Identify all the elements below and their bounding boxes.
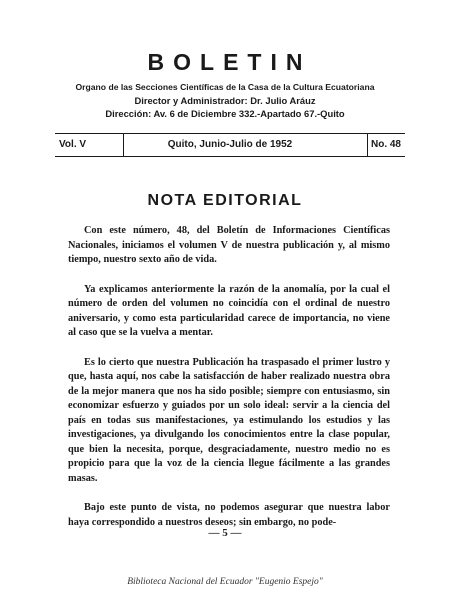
address-line: Dirección: Av. 6 de Diciembre 332.-Apartado 67.-Quito bbox=[105, 108, 345, 119]
issue-date: Quito, Junio-Julio de 1952 bbox=[167, 139, 293, 150]
issue-info-bar bbox=[55, 133, 405, 157]
paragraph: Bajo este punto de vista, no podemos asegurar que nuestra labor haya correspondido a nuestros deseos; sin embargo, no pode- bbox=[68, 502, 390, 528]
library-footer: Biblioteca Nacional del Ecuador "Eugenio Espejo" bbox=[127, 577, 323, 587]
issue-number: No. 48 bbox=[370, 139, 401, 150]
article-body bbox=[68, 224, 390, 545]
paragraph: Ya explicamos anteriormente la razón de la anomalía, por la cual el número de orden del volumen no coincidía con el ordinal de nuestro aniversario, y como esta particularidad carece de importancia, no viene al caso que se la vuelva a mentar. bbox=[68, 283, 390, 338]
masthead bbox=[0, 48, 450, 120]
journal-title: BOLETIN bbox=[147, 49, 312, 75]
page-number: — 5 — bbox=[208, 527, 242, 539]
journal-subtitle: Organo de las Secciones Científicas de la Casa de la Cultura Ecuatoriana bbox=[75, 82, 375, 92]
info-divider bbox=[123, 134, 124, 156]
paragraph: Con este número, 48, del Boletín de Informaciones Científicas Nacionales, iniciamos el volumen V de nuestra publicación y, al mismo tiempo, nuestro sexto año de vida. bbox=[68, 225, 390, 265]
info-divider bbox=[367, 134, 368, 156]
director-line: Director y Administrador: Dr. Julio Aráuz bbox=[134, 95, 316, 106]
volume-label: Vol. V bbox=[59, 139, 87, 150]
paragraph: Es lo cierto que nuestra Publicación ha traspasado el primer lustro y que, hasta aquí, nos cabe la satisfacción de haber realizado nuestra obra de la mejor manera que nos ha sido posible; siempre con entusiasmo, sin economizar esfuerzo y guiados por un solo ideal: servir a la ciencia del país en todas sus manifestaciones, ya estimulando los estudios y las investigaciones, ya divulgando los conocimientos entre la clase popular, que bien la necesita, porque, desgraciadamente, nuestro medio no es propicio para que la voz de la ciencia llegue fácilmente a las grandes masas. bbox=[68, 356, 390, 484]
article-heading: NOTA EDITORIAL bbox=[147, 192, 303, 209]
